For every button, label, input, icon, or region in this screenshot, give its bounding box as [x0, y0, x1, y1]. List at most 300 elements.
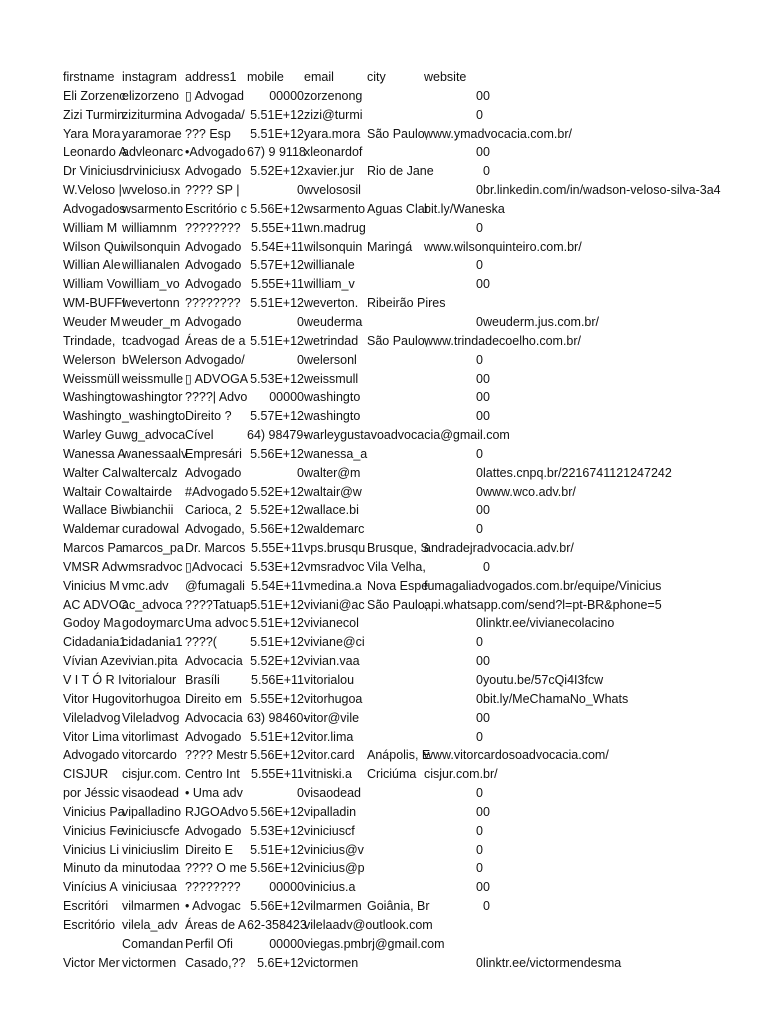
- table-cell[interactable]: wilsonquin: [122, 239, 181, 254]
- table-cell[interactable]: Brasíli: [185, 673, 220, 687]
- table-cell[interactable]: 5.57E+12: [250, 409, 304, 424]
- table-cell[interactable]: wg_advoca: [122, 428, 186, 443]
- table-cell[interactable]: api.whatsapp.com/send?l=pt-BR&phone=5: [424, 597, 662, 612]
- table-cell[interactable]: 0: [297, 352, 304, 367]
- table-cell[interactable]: Advocacia: [185, 710, 243, 725]
- table-cell[interactable]: minutodaa: [122, 861, 181, 876]
- table-cell[interactable]: 0: [297, 465, 304, 480]
- table-cell[interactable]: [367, 954, 424, 973]
- table-cell[interactable]: vmedina.a: [304, 578, 362, 593]
- table-cell[interactable]: vivianecol: [304, 616, 359, 631]
- table-cell[interactable]: drviniciusx: [122, 164, 181, 179]
- table-cell[interactable]: waltairde: [122, 484, 173, 499]
- table-cell[interactable]: linktr.ee/victormendesma: [483, 955, 622, 970]
- table-cell[interactable]: Empresári: [185, 446, 242, 461]
- table-cell[interactable]: São Paulo,: [367, 597, 429, 612]
- table-cell[interactable]: Eli Zorzenc: [63, 88, 126, 103]
- table-cell[interactable]: Advogado: [185, 239, 242, 254]
- table-cell[interactable]: walter@m: [304, 465, 361, 480]
- table-cell[interactable]: 0: [476, 710, 483, 725]
- table-cell[interactable]: Vinicius Fe: [63, 823, 124, 838]
- table-cell[interactable]: 00000: [269, 390, 304, 405]
- table-cell[interactable]: cisjur.com.: [122, 767, 182, 782]
- table-cell[interactable]: 0: [476, 635, 483, 650]
- table-cell[interactable]: [367, 87, 424, 106]
- table-cell[interactable]: 0: [476, 446, 483, 461]
- table-cell[interactable]: @fumagali: [185, 578, 245, 593]
- table-cell[interactable]: 62-358423: [247, 917, 307, 932]
- table-cell[interactable]: Goiânia, Br: [367, 899, 430, 914]
- table-cell[interactable]: 0: [476, 220, 483, 235]
- table-cell[interactable]: visaodead: [122, 786, 179, 801]
- table-cell[interactable]: vinicius@v: [304, 842, 364, 857]
- table-cell[interactable]: 0: [483, 390, 490, 405]
- table-cell[interactable]: William Vo: [63, 277, 122, 292]
- table-cell[interactable]: 5.56E+12: [250, 861, 304, 876]
- table-cell[interactable]: 0: [476, 823, 483, 838]
- table-cell[interactable]: 0: [476, 371, 483, 386]
- table-cell[interactable]: vilmarmen: [122, 899, 180, 914]
- header-cell[interactable]: firstname: [63, 70, 115, 84]
- table-cell[interactable]: 5.51E+12: [250, 597, 304, 612]
- table-cell[interactable]: W.Veloso |: [63, 183, 122, 198]
- table-cell[interactable]: elizorzeno: [122, 88, 179, 103]
- table-cell[interactable]: 5.53E+12: [250, 823, 304, 838]
- table-cell[interactable]: ????????: [185, 880, 241, 895]
- table-cell[interactable]: Willian Ale: [63, 258, 121, 273]
- table-cell[interactable]: yaramorae: [122, 126, 182, 141]
- table-cell[interactable]: viviane@ci: [304, 635, 365, 650]
- table-cell[interactable]: wanessa_a: [304, 446, 368, 461]
- table-cell[interactable]: vmsradvoc: [122, 559, 183, 574]
- table-cell[interactable]: [424, 935, 483, 954]
- table-cell[interactable]: vivian.vaa: [304, 654, 360, 669]
- table-cell[interactable]: advleonarc: [122, 145, 184, 160]
- header-cell[interactable]: email: [304, 70, 334, 84]
- table-cell[interactable]: 0: [483, 804, 490, 819]
- table-cell[interactable]: 0: [476, 955, 483, 970]
- table-cell[interactable]: vipalladin: [304, 804, 357, 819]
- table-cell[interactable]: Advocacia: [185, 654, 243, 669]
- table-cell[interactable]: 5.55E+12: [250, 691, 304, 706]
- table-cell[interactable]: marcos_pa: [122, 541, 184, 556]
- table-cell[interactable]: Advogado: [185, 314, 242, 329]
- table-cell[interactable]: 0: [476, 183, 483, 198]
- table-cell[interactable]: waltair@w: [304, 484, 362, 499]
- table-cell[interactable]: vitor.card: [304, 748, 355, 763]
- table-cell[interactable]: Advogado/: [185, 352, 245, 367]
- table-cell[interactable]: 0: [476, 522, 483, 537]
- table-cell[interactable]: 5.52E+12: [250, 164, 304, 179]
- table-cell[interactable]: 0: [476, 729, 483, 744]
- table-cell[interactable]: wsarmento: [304, 201, 366, 216]
- table-cell[interactable]: vilela_adv: [122, 917, 178, 932]
- table-cell[interactable]: vitniski.a: [304, 767, 352, 782]
- table-cell[interactable]: Direito E: [185, 842, 233, 857]
- table-cell[interactable]: RJGOAdvo: [185, 804, 249, 819]
- table-cell[interactable]: 5.56E+12: [250, 201, 304, 216]
- table-cell[interactable]: WM-BUFFI: [63, 296, 126, 311]
- table-cell[interactable]: [424, 916, 483, 935]
- table-cell[interactable]: williamnm: [122, 220, 177, 235]
- table-cell[interactable]: 5.52E+12: [250, 503, 304, 518]
- table-cell[interactable]: tcadvogad: [122, 333, 180, 348]
- table-cell[interactable]: Áreas de A: [185, 917, 247, 932]
- table-cell[interactable]: welersonl: [304, 352, 357, 367]
- table-cell[interactable]: viviani@ac: [304, 597, 365, 612]
- table-cell[interactable]: 0: [476, 145, 483, 160]
- table-cell[interactable]: 0: [483, 145, 490, 160]
- table-cell[interactable]: wbianchii: [122, 503, 174, 518]
- table-cell[interactable]: weuderm.jus.com.br/: [483, 314, 600, 329]
- table-cell[interactable]: [483, 916, 768, 935]
- table-cell[interactable]: ▯ Advogad: [185, 88, 245, 103]
- table-cell[interactable]: 0: [476, 880, 483, 895]
- table-cell[interactable]: vitorialou: [304, 673, 355, 687]
- table-cell[interactable]: Wilson Qui: [63, 239, 124, 254]
- table-cell[interactable]: [483, 426, 768, 445]
- table-cell[interactable]: youtu.be/57cQi4I3fcw: [483, 673, 604, 687]
- table-cell[interactable]: godoymarc: [122, 616, 184, 631]
- table-cell[interactable]: 5.55E+11: [251, 220, 304, 235]
- table-cell[interactable]: weverton.: [304, 296, 359, 311]
- table-cell[interactable]: vitorcardo: [122, 748, 177, 763]
- table-cell[interactable]: [483, 351, 768, 370]
- table-cell[interactable]: ▯ ADVOGA: [185, 371, 249, 386]
- table-cell[interactable]: [424, 162, 483, 181]
- table-cell[interactable]: 0: [483, 409, 490, 424]
- table-cell[interactable]: 0: [476, 258, 483, 273]
- table-cell[interactable]: Vinicius M: [63, 578, 120, 593]
- table-cell[interactable]: [483, 539, 768, 558]
- table-cell[interactable]: 5.56E+12: [250, 446, 304, 461]
- table-cell[interactable]: [367, 388, 424, 407]
- table-cell[interactable]: victormen: [304, 955, 359, 970]
- table-cell[interactable]: xavier.jur: [304, 164, 355, 179]
- table-cell[interactable]: 5.52E+12: [250, 484, 304, 499]
- table-cell[interactable]: ??? Esp: [185, 126, 231, 141]
- table-cell[interactable]: Minuto da: [63, 861, 118, 876]
- table-cell[interactable]: 5.54E+11: [251, 239, 304, 254]
- table-cell[interactable]: 5.57E+12: [250, 258, 304, 273]
- table-cell[interactable]: 5.53E+12: [250, 371, 304, 386]
- table-cell[interactable]: [483, 765, 768, 784]
- table-cell[interactable]: 0: [476, 484, 483, 499]
- table-cell[interactable]: 0: [483, 559, 490, 574]
- table-cell[interactable]: Maringá: [367, 239, 413, 254]
- table-cell[interactable]: Centro Int: [185, 767, 240, 782]
- table-cell[interactable]: 0: [476, 616, 483, 631]
- table-cell[interactable]: [367, 841, 424, 860]
- table-cell[interactable]: Washingto: [63, 409, 122, 424]
- table-cell[interactable]: Direito em: [185, 691, 242, 706]
- table-cell[interactable]: viniciuscf: [304, 823, 355, 838]
- table-cell[interactable]: Vitor Hugo: [63, 691, 122, 706]
- table-cell[interactable]: [367, 426, 424, 445]
- table-cell[interactable]: wilsonquin: [304, 239, 363, 254]
- table-cell[interactable]: vitorlimast: [122, 729, 179, 744]
- table-cell[interactable]: Rio de Jane: [367, 164, 434, 179]
- table-cell[interactable]: V I T Ó R I: [63, 673, 122, 687]
- table-cell[interactable]: 0: [476, 842, 483, 857]
- table-cell[interactable]: Uma advoc: [185, 616, 249, 631]
- table-cell[interactable]: vinicius@p: [304, 861, 365, 876]
- table-cell[interactable]: Marcos Pa: [63, 541, 123, 556]
- table-cell[interactable]: Wanessa A: [63, 446, 126, 461]
- table-cell[interactable]: Criciúma: [367, 767, 417, 782]
- table-cell[interactable]: 0: [476, 409, 483, 424]
- table-cell[interactable]: Leonardo A: [63, 145, 127, 160]
- table-cell[interactable]: 5.51E+12: [250, 729, 304, 744]
- table-cell[interactable]: [483, 746, 768, 765]
- table-cell[interactable]: vivian.pita: [122, 654, 178, 669]
- table-cell[interactable]: wsarmento: [122, 201, 184, 216]
- table-cell[interactable]: 64) 98479-: [247, 428, 308, 443]
- table-cell[interactable]: wvelososil: [304, 183, 361, 198]
- table-cell[interactable]: Welerson: [63, 352, 116, 367]
- table-cell[interactable]: [367, 652, 424, 671]
- table-cell[interactable]: weuder_m: [122, 314, 181, 329]
- table-cell[interactable]: Escritório: [63, 917, 116, 932]
- table-cell[interactable]: www.wco.adv.br/: [483, 484, 576, 499]
- table-cell[interactable]: Aguas Clar: [367, 201, 429, 216]
- header-cell[interactable]: city: [367, 70, 386, 84]
- table-cell[interactable]: vitor@vile: [304, 710, 360, 725]
- table-cell[interactable]: 0: [476, 465, 483, 480]
- table-cell[interactable]: vitorialour: [122, 673, 177, 687]
- table-cell[interactable]: Advogada/: [185, 107, 245, 122]
- table-cell[interactable]: 5.53E+12: [250, 559, 304, 574]
- table-cell[interactable]: 00000: [269, 936, 304, 951]
- table-cell[interactable]: Vileladvog: [122, 710, 180, 725]
- table-cell[interactable]: wveloso.in: [122, 183, 181, 198]
- table-cell[interactable]: [367, 106, 424, 125]
- table-cell[interactable]: waltercalz: [122, 465, 178, 480]
- table-cell[interactable]: Vinicius Pa: [63, 804, 125, 819]
- header-cell[interactable]: address1: [185, 70, 237, 84]
- table-cell[interactable]: [367, 181, 424, 200]
- table-cell[interactable]: [483, 520, 768, 539]
- table-cell[interactable]: viniciuscfe: [122, 823, 180, 838]
- table-cell[interactable]: 5.56E+12: [250, 748, 304, 763]
- table-cell[interactable]: washingto: [304, 409, 361, 424]
- table-cell[interactable]: [483, 200, 768, 219]
- table-cell[interactable]: 5.51E+12: [250, 107, 304, 122]
- table-cell[interactable]: [367, 916, 424, 935]
- table-cell[interactable]: 0: [476, 861, 483, 876]
- header-cell[interactable]: [483, 68, 768, 87]
- table-cell[interactable]: [483, 784, 768, 803]
- table-cell[interactable]: washingto: [304, 390, 361, 405]
- table-cell[interactable]: Áreas de a: [185, 333, 246, 348]
- table-cell[interactable]: vilelaadv@outlook.com: [304, 917, 433, 932]
- table-cell[interactable]: 5.55E+11: [251, 277, 304, 292]
- table-cell[interactable]: vilmarmen: [304, 899, 362, 914]
- table-cell[interactable]: 0: [483, 277, 490, 292]
- table-cell[interactable]: Advogado: [185, 164, 242, 179]
- table-cell[interactable]: [367, 313, 424, 332]
- table-cell[interactable]: linktr.ee/vivianecolacino: [483, 616, 615, 631]
- table-cell[interactable]: Vinícius A: [63, 880, 118, 895]
- table-cell[interactable]: Zizi Turmin: [63, 107, 125, 122]
- table-cell[interactable]: Carioca, 2: [185, 503, 242, 518]
- table-cell[interactable]: 00000: [269, 880, 304, 895]
- table-cell[interactable]: William M: [63, 220, 118, 235]
- table-cell[interactable]: 0: [476, 786, 483, 801]
- table-cell[interactable]: Waldemar: [63, 522, 120, 537]
- table-cell[interactable]: [367, 275, 424, 294]
- table-cell[interactable]: 5.56E+12: [250, 804, 304, 819]
- table-cell[interactable]: 5.6E+12: [257, 955, 304, 970]
- table-cell[interactable]: Direito ?: [185, 409, 232, 424]
- table-cell[interactable]: Advogados: [63, 201, 126, 216]
- table-cell[interactable]: [483, 445, 768, 464]
- table-cell[interactable]: zizi@turmi: [304, 107, 363, 122]
- table-cell[interactable]: [367, 351, 424, 370]
- table-cell[interactable]: [367, 143, 424, 162]
- table-cell[interactable]: weissmulle: [122, 371, 184, 386]
- table-cell[interactable]: Advogado: [185, 258, 242, 273]
- table-cell[interactable]: Godoy Ma: [63, 616, 121, 631]
- table-cell[interactable]: ▯Advocaci: [185, 559, 243, 574]
- table-cell[interactable]: 0: [483, 880, 490, 895]
- table-cell[interactable]: 5.51E+12: [250, 842, 304, 857]
- table-cell[interactable]: ????Tatuap: [185, 597, 251, 612]
- table-cell[interactable]: 0: [483, 503, 490, 518]
- table-cell[interactable]: 00000: [269, 88, 304, 103]
- table-cell[interactable]: [63, 935, 122, 954]
- table-cell[interactable]: [424, 897, 483, 916]
- table-cell[interactable]: wn.madrug: [304, 220, 366, 235]
- table-cell[interactable]: 5.51E+12: [250, 126, 304, 141]
- table-cell[interactable]: viegas.pmbrj@gmail.com: [304, 936, 445, 951]
- table-cell[interactable]: william_vo: [122, 277, 180, 292]
- table-cell[interactable]: warleygustavoadvocacia@gmail.com: [304, 428, 510, 443]
- table-cell[interactable]: [367, 370, 424, 389]
- table-cell[interactable]: Victor Mer: [63, 955, 120, 970]
- table-cell[interactable]: [367, 709, 424, 728]
- table-cell[interactable]: Dr Vinicius: [63, 164, 123, 179]
- table-cell[interactable]: [367, 728, 424, 747]
- table-cell[interactable]: Cidadania1: [63, 635, 127, 650]
- table-cell[interactable]: [483, 935, 768, 954]
- table-cell[interactable]: [483, 238, 768, 257]
- table-cell[interactable]: [367, 256, 424, 275]
- table-cell[interactable]: [483, 633, 768, 652]
- table-cell[interactable]: www.ymadvocacia.com.br/: [424, 126, 572, 141]
- table-cell[interactable]: [483, 841, 768, 860]
- table-cell[interactable]: [483, 256, 768, 275]
- table-cell[interactable]: 0: [476, 503, 483, 518]
- table-cell[interactable]: Weuder M: [63, 314, 121, 329]
- table-cell[interactable]: vmsradvoc: [304, 559, 365, 574]
- table-cell[interactable]: #Advogado: [185, 484, 249, 499]
- table-cell[interactable]: vinicius.a: [304, 880, 356, 895]
- table-cell[interactable]: Advogado,: [185, 522, 245, 537]
- table-cell[interactable]: 5.54E+11: [251, 578, 304, 593]
- table-cell[interactable]: Advogado: [185, 729, 242, 744]
- table-cell[interactable]: CISJUR: [63, 767, 109, 782]
- table-cell[interactable]: ????| Advo: [185, 390, 248, 405]
- table-cell[interactable]: 0: [483, 88, 490, 103]
- table-cell[interactable]: [483, 859, 768, 878]
- table-cell[interactable]: 0: [476, 88, 483, 103]
- table-cell[interactable]: victormen: [122, 955, 177, 970]
- table-cell[interactable]: [367, 464, 424, 483]
- table-cell[interactable]: 5.56E+12: [250, 899, 304, 914]
- table-cell[interactable]: yara.mora: [304, 126, 361, 141]
- table-cell[interactable]: www.wilsonquinteiro.com.br/: [424, 239, 582, 254]
- table-cell[interactable]: bWelerson: [122, 352, 182, 367]
- table-cell[interactable]: 0: [476, 277, 483, 292]
- table-cell[interactable]: [367, 671, 424, 690]
- table-cell[interactable]: Escritório c: [185, 201, 247, 216]
- table-cell[interactable]: 67) 9 9118: [247, 145, 306, 160]
- table-cell[interactable]: [367, 784, 424, 803]
- table-cell[interactable]: 5.51E+12: [250, 616, 304, 631]
- table-cell[interactable]: Comandan: [122, 936, 184, 951]
- table-cell[interactable]: 5.51E+12: [250, 333, 304, 348]
- table-cell[interactable]: [367, 803, 424, 822]
- table-cell[interactable]: 0: [483, 654, 490, 669]
- table-cell[interactable]: •Advogado: [185, 145, 246, 160]
- table-cell[interactable]: [483, 106, 768, 125]
- table-cell[interactable]: Vila Velha,: [367, 559, 426, 574]
- table-cell[interactable]: weissmull: [304, 371, 359, 386]
- table-cell[interactable]: 0: [483, 371, 490, 386]
- table-cell[interactable]: por Jéssic: [63, 786, 120, 801]
- table-cell[interactable]: 0: [297, 183, 304, 198]
- table-cell[interactable]: vitorhugoa: [304, 691, 363, 706]
- table-cell[interactable]: wetrindad: [304, 333, 359, 348]
- table-cell[interactable]: ???? O me: [185, 861, 247, 876]
- table-cell[interactable]: Brusque, S: [367, 541, 429, 556]
- table-cell[interactable]: ac_advoca: [122, 597, 183, 612]
- table-cell[interactable]: 0: [476, 691, 483, 706]
- table-cell[interactable]: _washingto: [122, 409, 186, 424]
- table-cell[interactable]: 0: [297, 314, 304, 329]
- table-cell[interactable]: Waltair Co: [63, 484, 121, 499]
- table-cell[interactable]: curadowal: [122, 522, 179, 537]
- table-cell[interactable]: 5.55E+11: [251, 767, 304, 782]
- header-cell[interactable]: instagram: [122, 70, 177, 84]
- table-cell[interactable]: 5.56E+12: [250, 522, 304, 537]
- table-cell[interactable]: 5.55E+11: [251, 541, 304, 556]
- table-cell[interactable]: ziziturmina: [122, 107, 182, 122]
- header-cell[interactable]: mobile: [247, 70, 284, 84]
- table-cell[interactable]: [367, 407, 424, 426]
- table-cell[interactable]: Yara Mora: [63, 126, 121, 141]
- table-cell[interactable]: cisjur.com.br/: [424, 767, 498, 782]
- table-cell[interactable]: [424, 558, 483, 577]
- table-cell[interactable]: 5.51E+12: [250, 296, 304, 311]
- table-cell[interactable]: Escritóri: [63, 899, 109, 914]
- table-cell[interactable]: wevertonn: [122, 296, 180, 311]
- table-cell[interactable]: 0: [483, 899, 490, 914]
- table-cell[interactable]: [367, 445, 424, 464]
- table-cell[interactable]: ????????: [185, 220, 241, 235]
- table-cell[interactable]: [483, 125, 768, 144]
- table-cell[interactable]: willianale: [304, 258, 355, 273]
- table-cell[interactable]: weuderma: [304, 314, 363, 329]
- table-cell[interactable]: Perfil Ofi: [185, 936, 233, 951]
- table-cell[interactable]: lattes.cnpq.br/2216741121247242: [483, 465, 672, 480]
- table-cell[interactable]: [367, 219, 424, 238]
- table-cell[interactable]: [367, 878, 424, 897]
- table-cell[interactable]: www.vitorcardosoadvocacia.com/: [424, 748, 609, 763]
- table-cell[interactable]: 5.52E+12: [250, 654, 304, 669]
- table-cell[interactable]: [424, 294, 483, 313]
